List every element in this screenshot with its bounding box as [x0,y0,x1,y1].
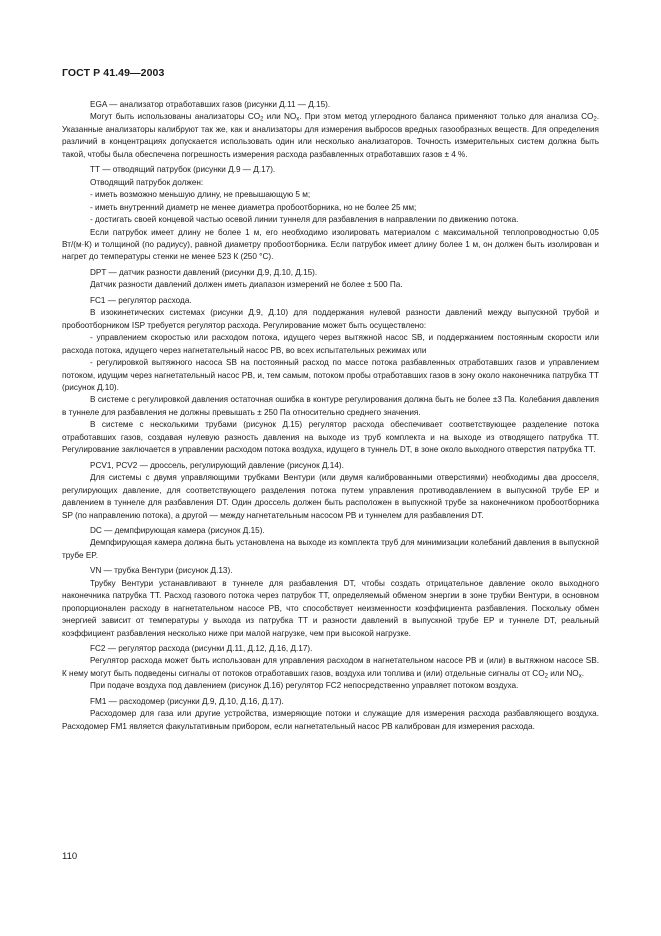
body-paragraph: - иметь возможно меньшую длину, не превышающую 5 м; [90,190,311,200]
body-paragraph: В изокинетических системах (рисунки Д.9, Д.10) для поддержания нулевой разности давлений между выпускной трубой и пробоотборником ISP требуется регулятор расхода. Регулирование может быть осуществлено: [62,308,599,330]
standard-header: ГОСТ Р 41.49—2003 [62,67,165,79]
document-body [62,96,599,733]
body-paragraph: Расходомер для газа или другие устройства, измеряющие потоки и служащие для измерения расхода разбавляющего воздуха. Расходомер FM1 является факультативным прибором, если нагнетательный насос PB калиброван для измерения расхода. [62,709,599,731]
term-definition: PCV1, PCV2 — дроссель, регулирующий давление (рисунок Д.14). [90,460,344,470]
term-definition: DC — демпфирующая камера (рисунок Д.15). [90,525,265,535]
body-paragraph: Если патрубок имеет длину не более 1 м, его необходимо изолировать материалом с максимальной теплопроводностью 0,05 Вт/(м·К) и толщиной (по радиусу), равной диаметру пробоотборника. Если патрубок имеет длину более 1 м, он должен быть изолирован и нагрет до температуры стенки не менее 523 К (250 °С). [62,227,599,262]
term-definition: FC1 — регулятор расхода. [90,295,192,305]
body-paragraph: - достигать своей концевой частью осевой линии туннеля для разбавления в направлении по движению потока. [90,215,519,225]
body-paragraph: Отводящий патрубок должен: [90,177,204,187]
body-paragraph: В системе с регулировкой давления остаточная ошибка в контуре регулирования должна быть не более ±3 Па. Колебания давления в туннеле для разбавления не должны превышать ± 250 Па относительно среднего значения. [62,395,599,417]
body-paragraph: - регулировкой вытяжного насоса SB на постоянный расход по массе потока разбавленных отработавших газов и управлением потоком, идущим через нагнетательный насос PB, и, тем самым, потоком пробы отработавших газов в зону около наконечника патрубка ТТ (рисунок Д.10). [62,358,599,392]
body-paragraph: Могут быть использованы анализаторы $CO_2$ или $NO_x$. При этом метод углеродного баланса применяют только для анализа $CO_2$. Указанные анализаторы калибруют так же, как и анализаторы для измерения выбросов вредных газообразных веществ. Для определения различий в концентрациях допускается использовать один или несколько анализаторов. Точность измерительных систем должна быть такой, чтобы была обеспечена погрешность измерения расхода разбавленных отработавших газов ± 4 %. [62,112,599,159]
body-paragraph: Демпфирующая камера должна быть установлена на выходе из комплекта труб для минимизации колебаний давления в выпускной трубе EP. [62,538,599,560]
term-definition: VN — трубка Вентури (рисунок Д.13). [90,566,233,576]
page-number: 110 [62,851,78,862]
body-paragraph: Трубку Вентури устанавливают в туннеле для разбавления DT, чтобы создать отрицательное давление около выходного наконечника патрубка ТТ. Расход газового потока через патрубок ТТ, определяемый обменом энергии в зоне трубки Вентури, в основном пропорционален расходу в нагнетательном насосе PB, что способствует неизменности коэффициента разбавления. Поскольку обмен энергией зависит от температуры у выхода из патрубка ТТ и разности давлений в выпускной трубе EP и туннеле DT, реальный коэффициент разбавления несколько ниже при малой нагрузке, чем при высокой нагрузке. [62,578,599,638]
body-paragraph: - управлением скоростью или расходом потока, идущего через вытяжной насос SB, и поддержанием постоянным скорости или расхода потока, идущего через нагнетательный насос PB, во всех испытательных режимах или [62,333,599,355]
body-paragraph: При подаче воздуха под давлением (рисунок Д.16) регулятор FC2 непосредственно управляет потоком воздуха. [90,681,519,691]
term-definition: EGA — анализатор отработавших газов (рисунки Д.11 — Д.15). [90,100,331,109]
term-definition: ТТ — отводящий патрубок (рисунки Д.9 — Д.17). [90,165,276,175]
body-paragraph: В системе с несколькими трубами (рисунок Д.15) регулятор расхода обеспечивает соответствующее разделение потока отработавших газов, создавая нулевую разность давления на выходе из труб комплекта и на выходе из отводящего патрубка ТТ. Регулирование заключается в управлении расходом потока воздуха, идущего в туннель DT, в зоне около выходного отверстия патрубка ТТ. [62,420,599,455]
body-paragraph: - иметь внутренний диаметр не менее диаметра пробоотборника, но не более 25 мм; [90,202,417,212]
term-definition: DPT — датчик разности давлений (рисунки Д.9, Д.10, Д.15). [90,267,318,277]
body-paragraph: Регулятор расхода может быть использован для управления расходом в нагнетательном насосе PB и (или) в вытяжном насосе SB. К нему могут быть подведены сигналы от потоков отработавших газов, воздуха или топлива и (или) отдельные сигналы от $CO_2$ или $NO_x$. [62,656,599,680]
body-paragraph: Датчик разности давлений должен иметь диапазон измерений не более ± 500 Па. [90,280,403,290]
term-definition: FM1 — расходомер (рисунки Д.9, Д.10, Д.16, Д.17). [90,696,284,706]
term-definition: FC2 — регулятор расхода (рисунки Д.11, Д.12, Д.16, Д.17). [90,644,313,654]
body-paragraph: Для системы с двумя управляющими трубками Вентури (или двумя калиброванными отверстиями) необходимы два дросселя, регулирующих давление, для соответствующего разделения потока путем управления противодавлением в выпускной трубе EP и давлением в туннеле для разбавления DT. Один дроссель должен быть расположен в выпускной трубе за наконечником пробоотборника SP (по направлению потока), а другой — между нагнетательным насосом PB и туннелем для разбавления DT. [62,473,599,520]
